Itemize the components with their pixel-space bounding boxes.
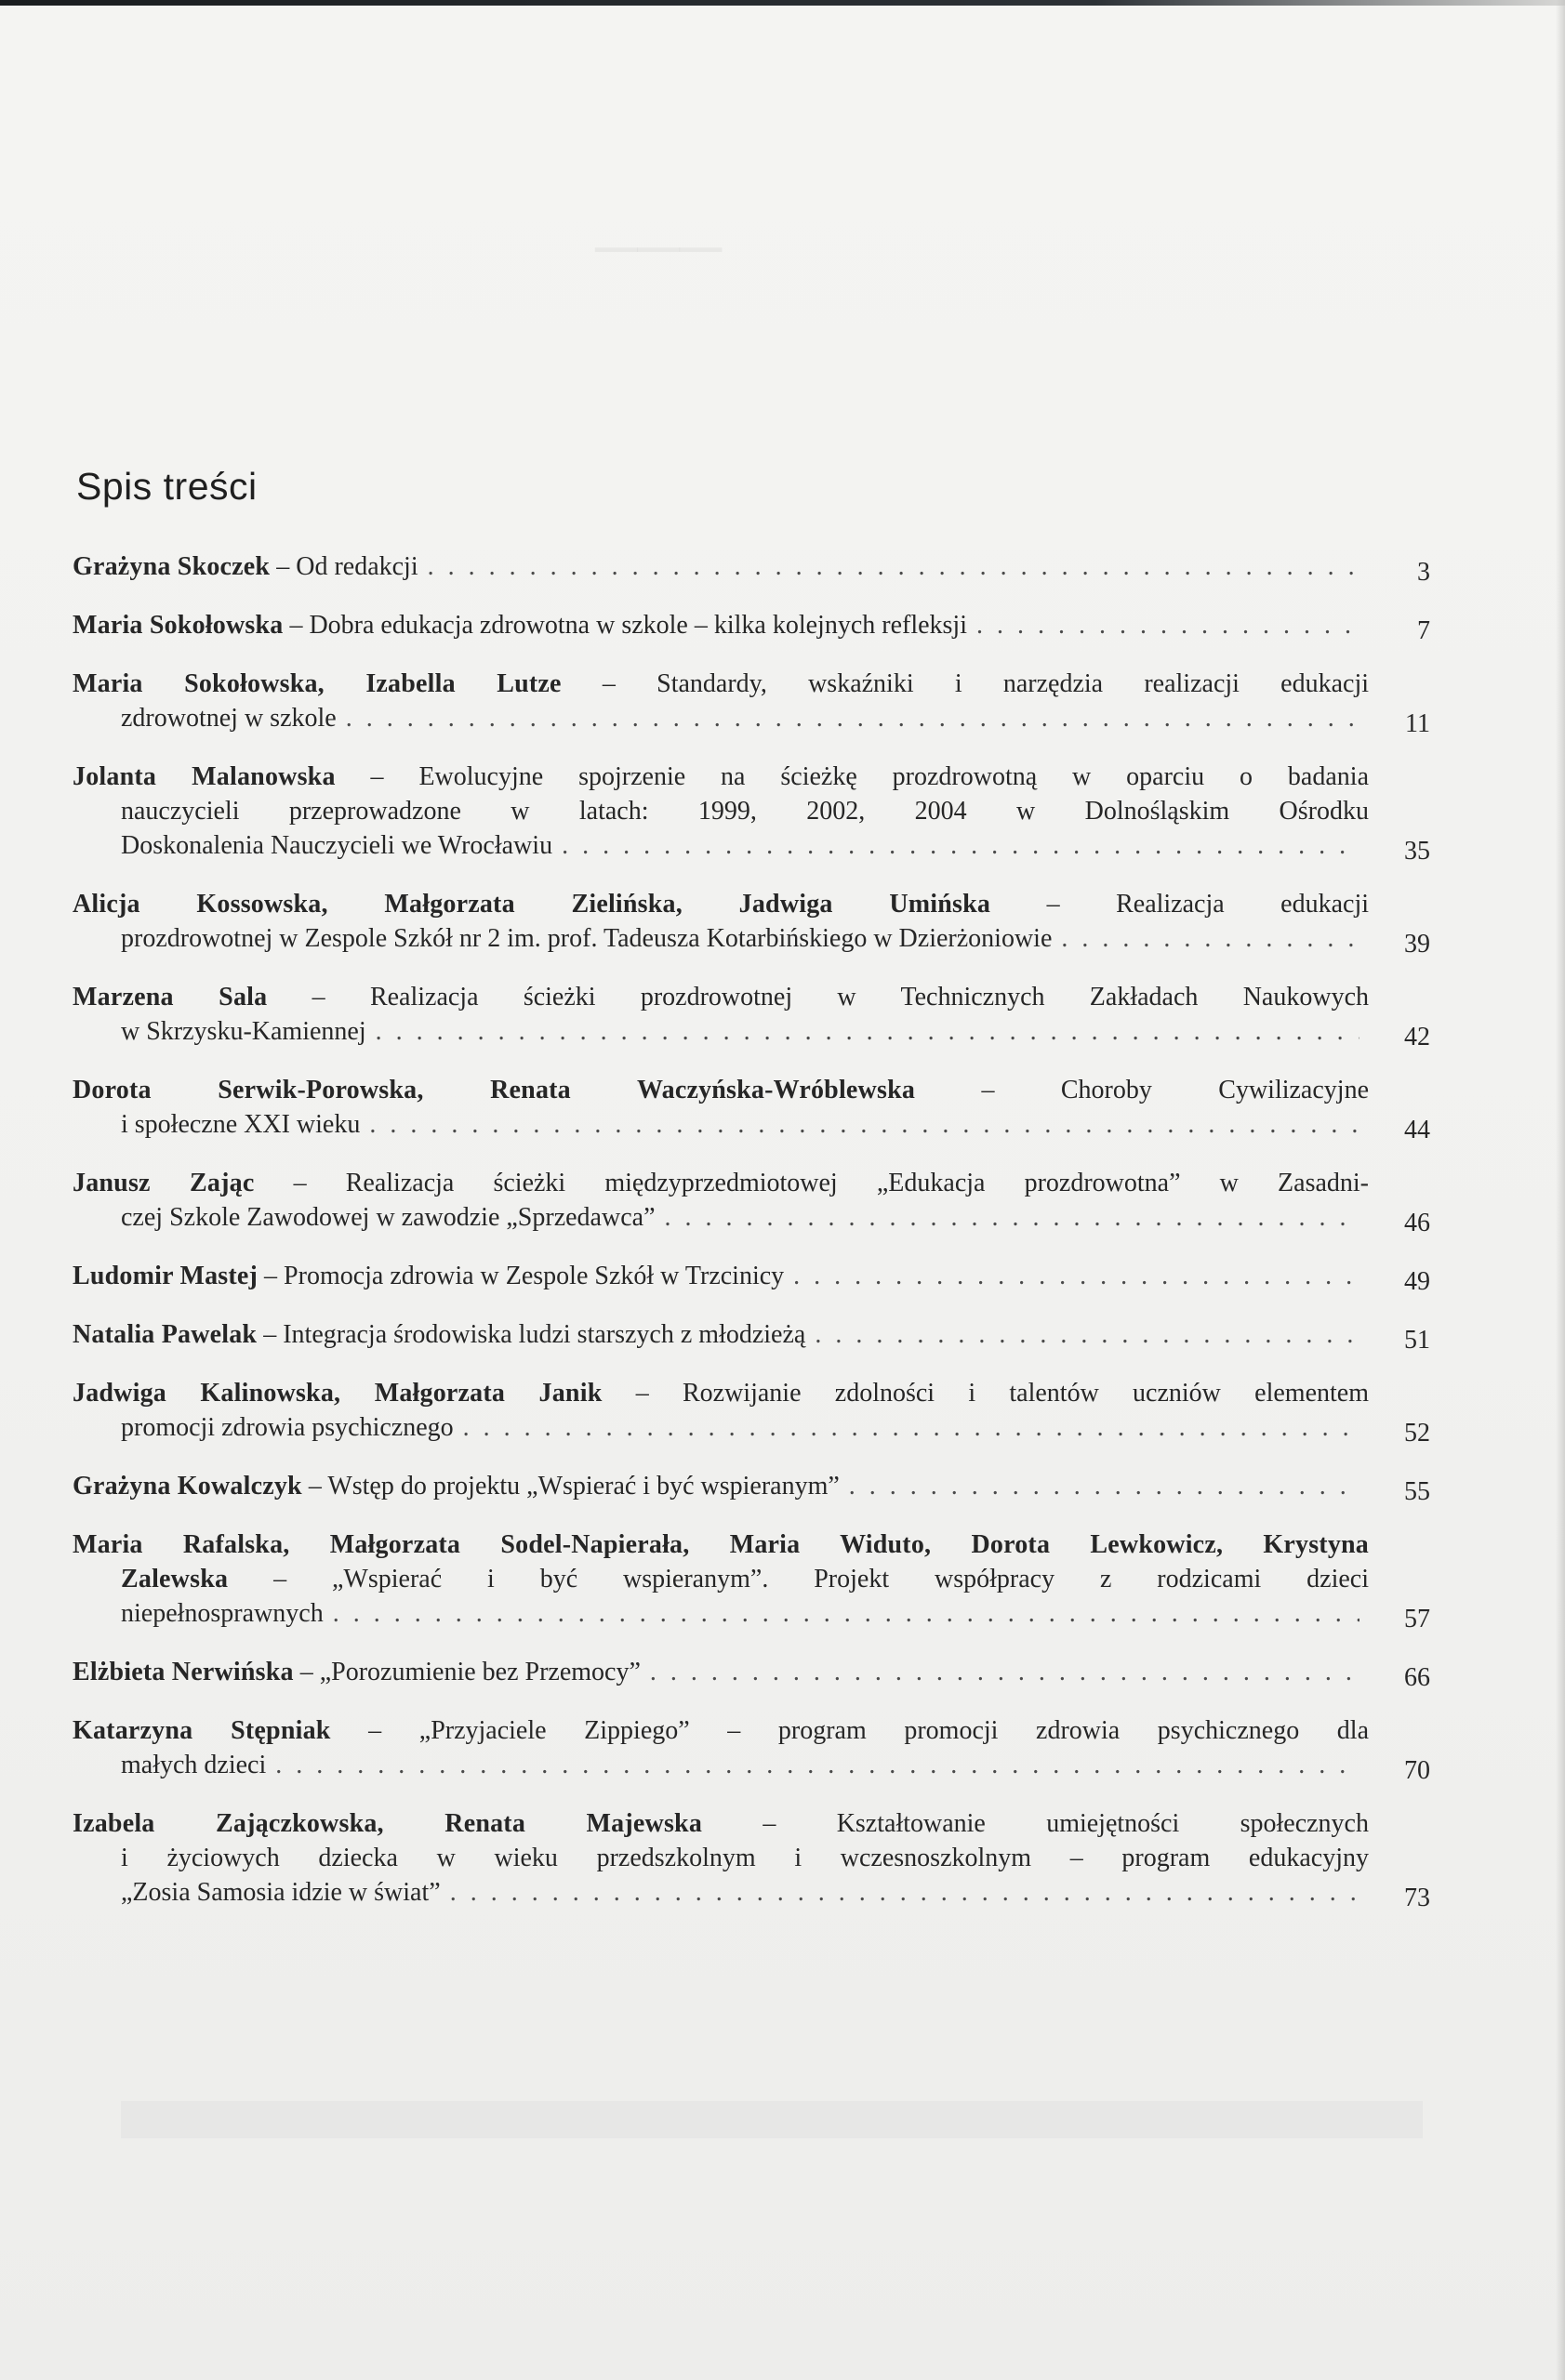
table-of-contents (73, 465, 1430, 1934)
toc-entry-title: małych dzieci (121, 1751, 267, 1779)
toc-entry-authors: Grażyna Skoczek (73, 552, 271, 581)
toc-entry-line (73, 1562, 1369, 1596)
toc-entry-text (73, 608, 1430, 642)
toc-entry[interactable] (73, 667, 1430, 738)
toc-entry-text (73, 1655, 1430, 1689)
toc-entry-last-line (73, 1410, 1369, 1445)
toc-entry[interactable] (73, 760, 1430, 866)
toc-entry-last-line (73, 1469, 1369, 1503)
toc-entry[interactable] (73, 1655, 1430, 1692)
toc-entries-list (73, 549, 1430, 1910)
toc-entry-text (73, 1259, 1430, 1293)
dot-leader (665, 1200, 1360, 1235)
toc-entry[interactable] (73, 1527, 1430, 1631)
toc-entry-last-line (73, 828, 1369, 863)
toc-entry-title: niepełnosprawnych (121, 1599, 324, 1628)
toc-entry-last-text (73, 1655, 641, 1689)
toc-entry-title: – „Przyjaciele Zippiego” – program promocji zdrowia psychicznego dla (330, 1716, 1369, 1745)
toc-page-number: 7 (1417, 616, 1430, 645)
toc-entry-last-text (121, 828, 552, 863)
toc-entry[interactable] (73, 549, 1430, 587)
toc-entry-authors: Maria Sokołowska (73, 611, 284, 640)
toc-page-number: 46 (1404, 1209, 1430, 1237)
toc-entry-text (73, 760, 1430, 863)
toc-entry-authors: Izabela Zajączkowska, Renata Majewska (73, 1809, 703, 1838)
toc-entry-last-line (73, 1259, 1369, 1293)
toc-page-number: 39 (1404, 930, 1430, 959)
toc-entry-last-line (73, 1200, 1369, 1235)
toc-entry-last-text (121, 1875, 441, 1910)
toc-entry-title: – Standardy, wskaźniki i narzędzia realizacji edukacji (561, 669, 1369, 698)
toc-entry[interactable] (73, 980, 1430, 1049)
toc-entry[interactable] (73, 1166, 1430, 1235)
toc-entry-title: zdrowotnej w szkole (121, 704, 337, 733)
toc-entry-text (73, 1317, 1430, 1352)
dot-leader (376, 1014, 1359, 1049)
toc-entry[interactable] (73, 1073, 1430, 1142)
toc-entry-last-text (121, 1410, 454, 1445)
toc-entry[interactable] (73, 1376, 1430, 1448)
toc-entry-title: – Realizacja ścieżki międzyprzedmiotowej „Edukacja prozdrowotna” w Zasadni- (254, 1169, 1370, 1197)
toc-page-number: 66 (1404, 1663, 1430, 1692)
toc-entry-last-line (73, 549, 1369, 584)
toc-entry-text (73, 1376, 1430, 1445)
toc-entry-text (73, 1806, 1430, 1910)
toc-entry-title: – Dobra edukacja zdrowotna w szkole – kilka kolejnych refleksji (283, 611, 967, 640)
dot-leader (815, 1317, 1359, 1352)
toc-entry-last-text (121, 1200, 656, 1235)
toc-entry-title: nauczycieli przeprowadzone w latach: 1999, 2002, 2004 w Dolnośląskim Ośrodku (121, 797, 1369, 826)
toc-page-number: 42 (1404, 1023, 1430, 1051)
toc-entry[interactable] (73, 1317, 1430, 1355)
toc-entry-last-line (73, 1875, 1369, 1910)
toc-entry-title: w Skrzysku-Kamiennej (121, 1017, 366, 1046)
toc-entry-line (73, 1376, 1369, 1410)
toc-entry-last-text (73, 1259, 784, 1293)
toc-entry-line (73, 1073, 1369, 1107)
toc-entry-last-line (73, 701, 1369, 735)
toc-page-number: 55 (1404, 1477, 1430, 1506)
toc-page-number: 70 (1404, 1756, 1430, 1785)
dot-leader (562, 828, 1359, 863)
toc-entry-authors: Maria Sokołowska, Izabella Lutze (73, 669, 562, 698)
toc-entry[interactable] (73, 1469, 1430, 1506)
dot-leader (369, 1107, 1359, 1142)
toc-entry-text (73, 1073, 1430, 1142)
dot-leader (1061, 921, 1359, 956)
toc-entry-text (73, 1166, 1430, 1235)
toc-entry-last-text (73, 1317, 805, 1352)
toc-entry-line (73, 1841, 1369, 1875)
toc-entry-title: Doskonalenia Nauczycieli we Wrocławiu (121, 831, 553, 860)
dot-leader (450, 1875, 1359, 1910)
toc-entry-text (73, 887, 1430, 956)
toc-title: Spis treści (76, 465, 258, 508)
dot-leader (463, 1410, 1359, 1445)
toc-page-number: 57 (1404, 1605, 1430, 1633)
dot-leader (346, 701, 1359, 735)
toc-entry-title: czej Szkole Zawodowej w zawodzie „Sprzedawca” (121, 1203, 656, 1232)
toc-entry-authors: Marzena Sala (73, 983, 268, 1012)
page-right-edge (1556, 0, 1565, 2380)
toc-page-number: 52 (1404, 1419, 1430, 1448)
toc-entry-title: – Rozwijanie zdolności i talentów uczniów elementem (602, 1379, 1369, 1408)
toc-entry-text (73, 1713, 1430, 1782)
toc-entry-authors: Elżbieta Nerwińska (73, 1658, 294, 1686)
toc-entry-authors: Jolanta Malanowska (73, 762, 336, 791)
toc-entry[interactable] (73, 1259, 1430, 1296)
toc-entry-last-line (73, 1748, 1369, 1782)
toc-entry-title: – Promocja zdrowia w Zespole Szkół w Trzcinicy (258, 1262, 785, 1290)
toc-entry-last-line (73, 1014, 1369, 1049)
toc-entry-title: – „Wspierać i być wspieranym”. Projekt współpracy z rodzicami dzieci (228, 1565, 1369, 1593)
toc-entry-title: – „Porozumienie bez Przemocy” (293, 1658, 641, 1686)
toc-entry-line (73, 1806, 1369, 1841)
toc-entry-title: „Zosia Samosia idzie w świat” (121, 1878, 441, 1907)
toc-entry-authors: Dorota Serwik-Porowska, Renata Waczyńska-Wróblewska (73, 1076, 916, 1104)
toc-entry-last-text (73, 1469, 840, 1503)
toc-entry-authors: Grażyna Kowalczyk (73, 1472, 302, 1501)
toc-entry[interactable] (73, 1806, 1430, 1910)
toc-entry-authors: Jadwiga Kalinowska, Małgorzata Janik (73, 1379, 603, 1408)
toc-entry-title: – Od redakcji (270, 552, 418, 581)
toc-entry-title: promocji zdrowia psychicznego (121, 1413, 454, 1442)
toc-entry-title: – Kształtowanie umiejętności społecznych (702, 1809, 1369, 1838)
toc-entry-last-text (121, 701, 337, 735)
toc-entry-title: i społeczne XXI wieku (121, 1110, 361, 1139)
toc-entry-last-text (121, 1596, 324, 1631)
toc-entry-line (73, 887, 1369, 921)
dot-leader (849, 1469, 1359, 1503)
dot-leader (650, 1655, 1359, 1689)
dot-leader (275, 1748, 1359, 1782)
toc-entry-line (73, 1166, 1369, 1200)
toc-entry-title: i życiowych dziecka w wieku przedszkolnym i wczesnoszkolnym – program edukacyjny (121, 1844, 1369, 1872)
toc-entry-last-text (121, 1014, 366, 1049)
toc-entry-last-line (73, 1317, 1369, 1352)
dot-leader (428, 549, 1359, 584)
toc-entry-title: – Realizacja edukacji (990, 890, 1370, 919)
toc-entry-last-line (73, 608, 1369, 642)
toc-entry-authors: Alicja Kossowska, Małgorzata Zielińska, Jadwiga Umińska (73, 890, 991, 919)
toc-entry-title: – Wstęp do projektu „Wspierać i być wspieranym” (301, 1472, 840, 1501)
toc-entry-title: – Choroby Cywilizacyjne (915, 1076, 1369, 1104)
show-through-block-2 (121, 2101, 1423, 2138)
toc-entry-line (73, 980, 1369, 1014)
toc-entry-last-text (121, 1748, 266, 1782)
toc-entry-line (73, 1527, 1369, 1562)
toc-entry-authors: Natalia Pawelak (73, 1320, 258, 1349)
toc-page-number: 3 (1417, 558, 1430, 587)
toc-entry-title: – Ewolucyjne spojrzenie na ścieżkę prozdrowotną w oparciu o badania (335, 762, 1369, 791)
toc-entry[interactable] (73, 887, 1430, 959)
toc-entry-title: prozdrowotnej w Zespole Szkół nr 2 im. prof. Tadeusza Kotarbińskiego w Dzierżoniowie (121, 924, 1053, 953)
toc-entry-line (73, 667, 1369, 701)
toc-entry-authors: Janusz Zając (73, 1169, 255, 1197)
toc-entry-last-text (121, 1107, 360, 1142)
toc-entry-title: – Realizacja ścieżki prozdrowotnej w Technicznych Zakładach Naukowych (267, 983, 1369, 1012)
toc-entry-text (73, 1527, 1430, 1631)
toc-entry-last-text (73, 608, 967, 642)
toc-entry-last-line (73, 1655, 1369, 1689)
toc-entry-text (73, 980, 1430, 1049)
toc-entry-text (73, 1469, 1430, 1503)
toc-entry[interactable] (73, 608, 1430, 645)
toc-entry-title: – Integracja środowiska ludzi starszych z młodzieżą (257, 1320, 806, 1349)
dot-leader (793, 1259, 1359, 1293)
toc-page-number: 49 (1404, 1267, 1430, 1296)
toc-entry-line (73, 1713, 1369, 1748)
toc-entry-last-text (73, 549, 418, 584)
dot-leader (333, 1596, 1359, 1631)
toc-entry-text (73, 549, 1430, 584)
toc-entry-authors: Katarzyna Stępniak (73, 1716, 331, 1745)
toc-entry-last-line (73, 921, 1369, 956)
dot-leader (976, 608, 1359, 642)
toc-page-number: 35 (1404, 837, 1430, 866)
toc-entry-last-text (121, 921, 1052, 956)
toc-entry-authors: Ludomir Mastej (73, 1262, 259, 1290)
toc-page-number: 73 (1404, 1884, 1430, 1912)
toc-entry[interactable] (73, 1713, 1430, 1785)
toc-page-number: 11 (1405, 709, 1430, 738)
toc-entry-last-line (73, 1596, 1369, 1631)
toc-page-number: 44 (1404, 1116, 1430, 1144)
toc-entry-line (73, 794, 1369, 828)
toc-entry-line (73, 760, 1369, 794)
toc-entry-last-line (73, 1107, 1369, 1142)
toc-page-number: 51 (1404, 1326, 1430, 1355)
toc-entry-text (73, 667, 1430, 735)
toc-entry-authors: Maria Rafalska, Małgorzata Sodel-Napierała, Maria Widuto, Dorota Lewkowicz, Krystyna (73, 1530, 1369, 1559)
toc-entry-authors: Zalewska (121, 1565, 229, 1593)
page-top-edge (0, 0, 1565, 6)
show-through-block-1: ─── (595, 215, 723, 281)
